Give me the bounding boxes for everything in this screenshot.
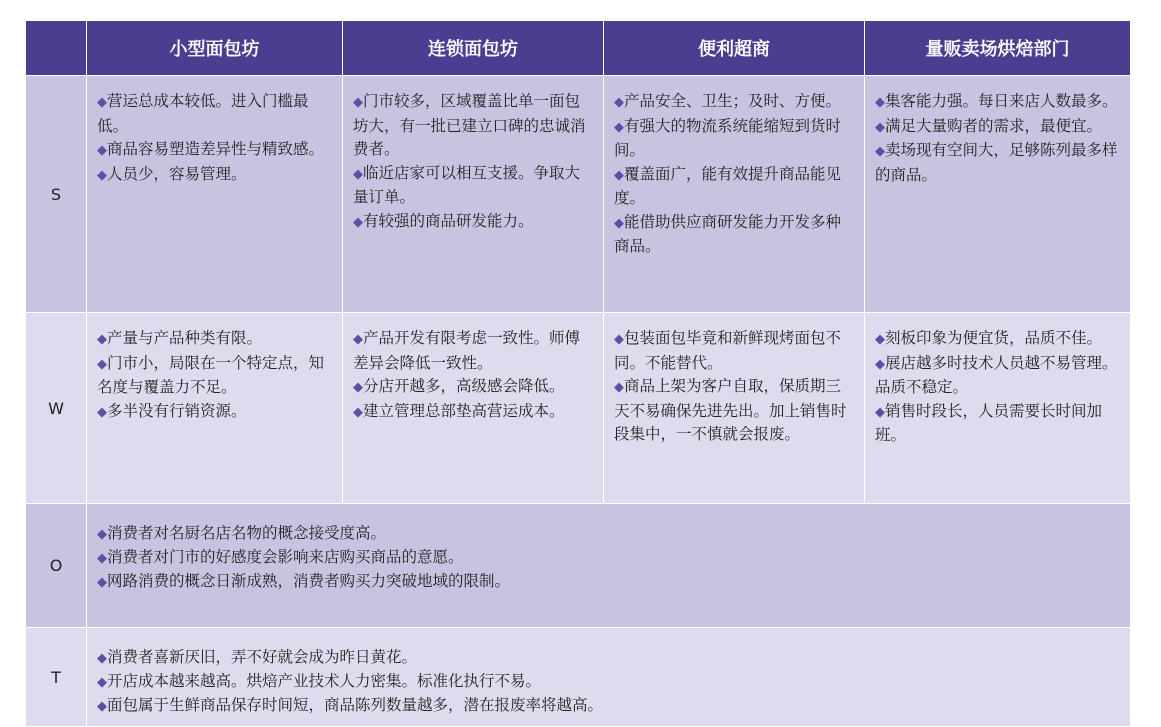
opportunities-cell — [87, 504, 1131, 628]
list-item: ◆满足大量购者的需求，最便宜。 — [875, 116, 1103, 135]
diamond-bullet-icon: ◆ — [614, 95, 624, 110]
diamond-bullet-icon: ◆ — [97, 356, 107, 372]
list-item: ◆网路消费的概念日渐成熟，消费者购买力突破地域的限制。 — [97, 572, 511, 590]
list-item: ◆集客能力强。每日来店人数最多。 — [875, 92, 1118, 110]
list-item: ◆商品容易塑造差异性与精致感。 — [97, 140, 325, 158]
header-row — [26, 21, 1131, 76]
list-item: ◆有强大的物流系统能缩短到货时间。 — [614, 116, 842, 159]
diamond-bullet-icon: ◆ — [875, 404, 885, 420]
list-item: ◆包装面包毕竟和新鲜现烤面包不同。不能替代。 — [614, 329, 842, 372]
diamond-bullet-icon: ◆ — [97, 575, 107, 590]
corner-header — [26, 21, 87, 76]
list-item: ◆消费者对名厨名店名物的概念接受度高。 — [97, 524, 387, 542]
opportunities-row — [26, 504, 1131, 628]
list-item: ◆刻板印象为便宜货，品质不佳。 — [875, 329, 1103, 347]
diamond-bullet-icon: ◆ — [614, 332, 624, 347]
list-item: ◆消费者对门市的好感度会影响来店购买商品的意愿。 — [97, 548, 464, 566]
header-chain-bakery: 连锁面包坊 — [343, 21, 604, 76]
row-label-s: S — [26, 76, 87, 313]
row-label-w: W — [26, 313, 87, 504]
diamond-bullet-icon: ◆ — [353, 404, 363, 420]
header-hypermarket-bakery: 量贩卖场烘焙部门 — [865, 21, 1131, 76]
diamond-bullet-icon: ◆ — [353, 95, 363, 110]
diamond-bullet-icon: ◆ — [875, 95, 885, 110]
weaknesses-convenience-store — [604, 313, 865, 504]
list-item: ◆面包属于生鲜商品保存时间短，商品陈列数量越多，潜在报废率将越高。 — [97, 696, 604, 714]
diamond-bullet-icon: ◆ — [97, 675, 107, 690]
list-item: ◆临近店家可以相互支援。争取大量订单。 — [353, 163, 581, 206]
weaknesses-chain-bakery — [343, 313, 604, 504]
diamond-bullet-icon: ◆ — [353, 332, 363, 347]
strengths-convenience-store — [604, 76, 865, 313]
weaknesses-row — [26, 313, 1131, 504]
list-item: ◆人员少，容易管理。 — [97, 164, 247, 183]
strengths-small-bakery — [87, 76, 343, 313]
diamond-bullet-icon: ◆ — [875, 144, 885, 159]
list-item: ◆建立管理总部垫高营运成本。 — [353, 401, 565, 420]
diamond-bullet-icon: ◆ — [97, 527, 107, 542]
list-item: ◆销售时段长，人员需要长时间加班。 — [875, 401, 1103, 444]
strengths-hypermarket-bakery — [865, 76, 1131, 313]
diamond-bullet-icon: ◆ — [614, 380, 624, 395]
diamond-bullet-icon: ◆ — [97, 143, 107, 158]
diamond-bullet-icon: ◆ — [353, 166, 363, 182]
row-label-t: T — [26, 628, 87, 727]
diamond-bullet-icon: ◆ — [353, 214, 363, 230]
list-item: ◆分店开越多，高级感会降低。 — [353, 377, 565, 395]
diamond-bullet-icon: ◆ — [875, 356, 885, 372]
diamond-bullet-icon: ◆ — [353, 380, 363, 395]
diamond-bullet-icon: ◆ — [614, 119, 624, 135]
list-item: ◆产量与产品种类有限。 — [97, 329, 263, 347]
list-item: ◆商品上架为客户自取，保质期三天不易确保先进先出。加上销售时段集中，一不慎就会报废。 — [614, 377, 847, 443]
list-item: ◆产品安全、卫生；及时、方便。 — [614, 92, 842, 110]
diamond-bullet-icon: ◆ — [97, 651, 107, 666]
row-label-o: O — [26, 504, 87, 628]
list-item: ◆开店成本越来越高。烘焙产业技术人力密集。标准化执行不易。 — [97, 672, 542, 690]
diamond-bullet-icon: ◆ — [97, 551, 107, 566]
diamond-bullet-icon: ◆ — [875, 119, 885, 135]
list-item: ◆营运总成本较低。进入门槛最低。 — [97, 92, 309, 135]
swot-table — [25, 20, 1131, 727]
strengths-chain-bakery — [343, 76, 604, 313]
strengths-row — [26, 76, 1131, 313]
list-item: ◆多半没有行销资源。 — [97, 401, 247, 420]
threats-cell — [87, 628, 1131, 727]
list-item: ◆产品开发有限考虑一致性。师傅差异会降低一致性。 — [353, 329, 581, 372]
diamond-bullet-icon: ◆ — [875, 332, 885, 347]
list-item: ◆消费者喜新厌旧，弄不好就会成为昨日黄花。 — [97, 648, 418, 666]
list-item: ◆覆盖面广，能有效提升商品能见度。 — [614, 164, 842, 207]
list-item: ◆有较强的商品研发能力。 — [353, 211, 534, 230]
list-item: ◆门市小，局限在一个特定点，知名度与覆盖力不足。 — [97, 353, 325, 396]
diamond-bullet-icon: ◆ — [97, 167, 107, 183]
diamond-bullet-icon: ◆ — [97, 95, 107, 110]
header-convenience-store: 便利超商 — [604, 21, 865, 76]
diamond-bullet-icon: ◆ — [97, 404, 107, 420]
header-small-bakery: 小型面包坊 — [87, 21, 343, 76]
threats-row — [26, 628, 1131, 727]
weaknesses-hypermarket-bakery — [865, 313, 1131, 504]
diamond-bullet-icon: ◆ — [614, 215, 624, 231]
list-item: ◆展店越多时技术人员越不易管理。品质不稳定。 — [875, 353, 1118, 396]
list-item: ◆卖场现有空间大，足够陈列最多样的商品。 — [875, 141, 1118, 184]
weaknesses-small-bakery — [87, 313, 343, 504]
list-item: ◆门市较多，区域覆盖比单一面包坊大，有一批已建立口碑的忠诚消费者。 — [353, 92, 586, 158]
diamond-bullet-icon: ◆ — [97, 332, 107, 347]
diamond-bullet-icon: ◆ — [614, 167, 624, 183]
diamond-bullet-icon: ◆ — [97, 699, 107, 714]
list-item: ◆能借助供应商研发能力开发多种商品。 — [614, 212, 842, 255]
